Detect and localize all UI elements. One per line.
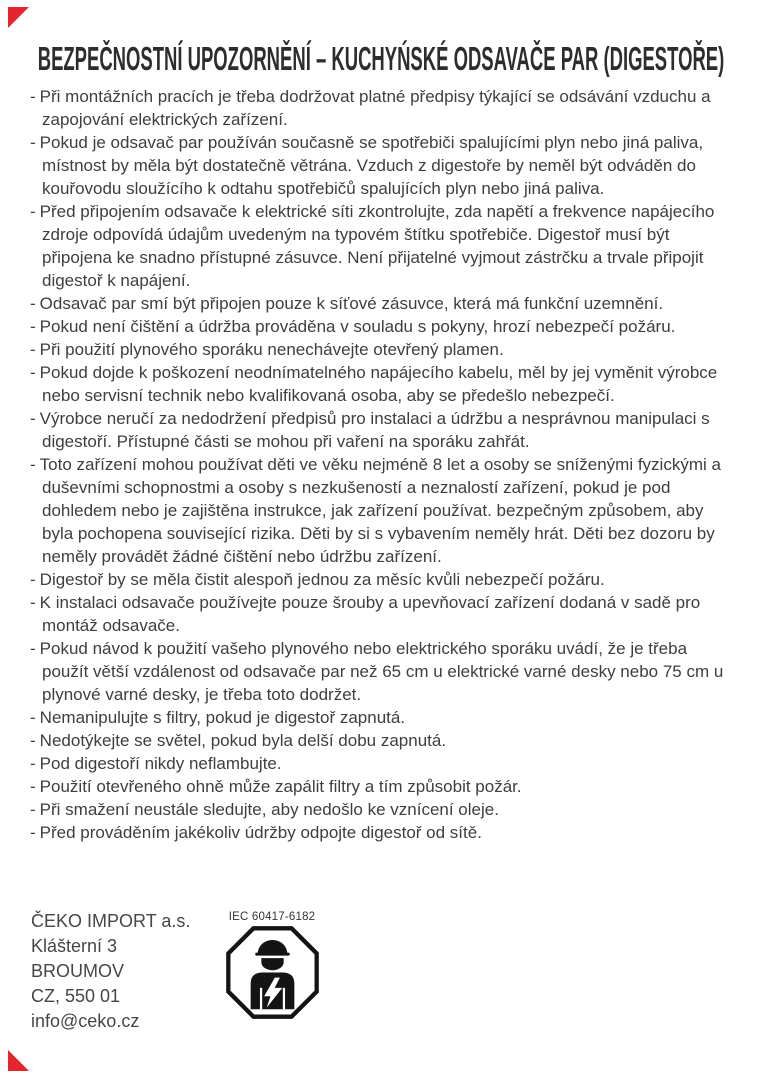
list-item xyxy=(30,131,727,200)
company-address-block xyxy=(31,909,190,1034)
bullet-marker: - xyxy=(30,754,36,773)
list-item-text: Pokud návod k použití vašeho plynového nebo elektrického sporáku uvádí, že je třeba použít větší vzdálenost od odsavače par než 65 cm u elektrické varné desky nebo 75 cm u plynové varné desky, je třeba toto dodržet. xyxy=(39,639,724,704)
page-title: BEZPEČNOSTNÍ UPOZORNĚNÍ – KUCHYŃSKÉ ODSAVAČE PAR (DIGESTOŘE) xyxy=(37,40,725,77)
list-item-text: Odsavač par smí být připojen pouze k síťové zásuvce, která má funkční uzemnění. xyxy=(39,294,664,313)
list-item-text: Před připojením odsavače k elektrické síti zkontrolujte, zda napětí a frekvence napájecího zdroje odpovídá údajům uvedeným na typovém štítku spotřebiče. Digestoř musí být připojena ke snadno přístupné zásuvce. Není přijatelné vyjmout zástrčku a trvale připojit digestoř k napájení. xyxy=(39,202,715,290)
bullet-marker: - xyxy=(30,570,36,589)
list-item-text: Použití otevřeného ohně může zapálit filtry a tím způsobit požár. xyxy=(39,777,522,796)
list-item-text: Pokud dojde k poškození neodnímatelného napájecího kabelu, měl by jej vyměnit výrobce nebo servisní technik nebo kvalifikovaná osoba, aby se předešlo nebezpečí. xyxy=(39,363,718,405)
list-item xyxy=(30,729,727,752)
list-item xyxy=(30,200,727,292)
list-item xyxy=(30,775,727,798)
list-item-text: Nedotýkejte se světel, pokud byla delší dobu zapnutá. xyxy=(39,731,447,750)
safety-instructions-list xyxy=(30,85,727,844)
list-item-text: Při montážních pracích je třeba dodržovat platné předpisy týkající se odsávání vzduchu a zapojování elektrických zařízení. xyxy=(39,87,711,129)
bullet-marker: - xyxy=(30,455,36,474)
list-item-text: Výrobce neručí za nedodržení předpisů pro instalaci a údržbu a nesprávnou manipulaci s digestoří. Přístupné části se mohou při vaření na sporáku zahřát. xyxy=(39,409,710,451)
company-address-line: BROUMOV xyxy=(31,961,125,981)
bullet-marker: - xyxy=(30,777,36,796)
list-item xyxy=(30,315,727,338)
iec-symbol-label: IEC 60417-6182 xyxy=(228,911,316,923)
bullet-marker: - xyxy=(30,708,36,727)
electrician-pictogram-icon xyxy=(226,926,319,1019)
list-item xyxy=(30,591,727,637)
bullet-marker: - xyxy=(30,800,36,819)
bullet-marker: - xyxy=(30,317,36,336)
list-item xyxy=(30,821,727,844)
corner-mark-bottom-left xyxy=(8,1050,29,1071)
list-item-text: Pokud je odsavač par používán současně se spotřebiči spalujícími plyn nebo jiná paliva, místnost by měla být dostatečně větrána. Vzduch z digestoře by neměl být odváděn do kouřovodu sloužícího k odtahu spotřebičů spalujících plyn nebo jiná paliva. xyxy=(39,133,704,198)
list-item xyxy=(30,453,727,568)
bullet-marker: - xyxy=(30,294,36,313)
list-item xyxy=(30,361,727,407)
list-item-text: Při použití plynového sporáku nenechávejte otevřený plamen. xyxy=(39,340,504,359)
list-item xyxy=(30,798,727,821)
list-item xyxy=(30,407,727,453)
bullet-marker: - xyxy=(30,593,36,612)
bullet-marker: - xyxy=(30,363,36,382)
list-item-text: Při smažení neustále sledujte, aby nedošlo ke vznícení oleje. xyxy=(39,800,499,819)
list-item xyxy=(30,338,727,361)
list-item-text: Toto zařízení mohou používat děti ve věku nejméně 8 let a osoby se sníženými fyzickými a duševními schopnostmi a osoby s nezkušeností a neznalostí zařízení, pokud je pod dohledem nebo je zajištěna instrukce, jak zařízení používat. bezpečným způsobem, aby byla pochopena související rizika. Děti by si s vybavením neměly hrát. Děti bez dozoru by neměly provádět žádné čištění nebo údržbu zařízení. xyxy=(39,455,721,566)
company-address-line: Klášterní 3 xyxy=(31,936,118,956)
company-address-line: CZ, 550 01 xyxy=(31,986,121,1006)
list-item-text: Pokud není čištění a údržba prováděna v souladu s pokyny, hrozí nebezpečí požáru. xyxy=(39,317,676,336)
list-item xyxy=(30,292,727,315)
list-item-text: Před prováděním jakékoliv údržby odpojte digestoř od sítě. xyxy=(39,823,482,842)
bullet-marker: - xyxy=(30,202,36,221)
company-address-line: ČEKO IMPORT a.s. xyxy=(31,911,191,931)
list-item xyxy=(30,568,727,591)
bullet-marker: - xyxy=(30,133,36,152)
list-item-text: Pod digestoří nikdy neflambujte. xyxy=(39,754,282,773)
bullet-marker: - xyxy=(30,409,36,428)
iec-symbol-block xyxy=(224,911,320,1019)
list-item-text: K instalaci odsavače používejte pouze šrouby a upevňovací zařízení dodaná v sadě pro montáž odsavače. xyxy=(39,593,701,635)
bullet-marker: - xyxy=(30,87,36,106)
list-item xyxy=(30,752,727,775)
list-item xyxy=(30,706,727,729)
bullet-marker: - xyxy=(30,823,36,842)
list-item-text: Nemanipulujte s filtry, pokud je digestoř zapnutá. xyxy=(39,708,406,727)
page-header xyxy=(0,40,762,78)
list-item-text: Digestoř by se měla čistit alespoň jednou za měsíc kvůli nebezpečí požáru. xyxy=(39,570,605,589)
corner-mark-top-left xyxy=(8,7,29,28)
company-address-line: info@ceko.cz xyxy=(31,1011,140,1031)
bullet-marker: - xyxy=(30,340,36,359)
bullet-marker: - xyxy=(30,639,36,658)
bullet-marker: - xyxy=(30,731,36,750)
list-item xyxy=(30,637,727,706)
list-item xyxy=(30,85,727,131)
